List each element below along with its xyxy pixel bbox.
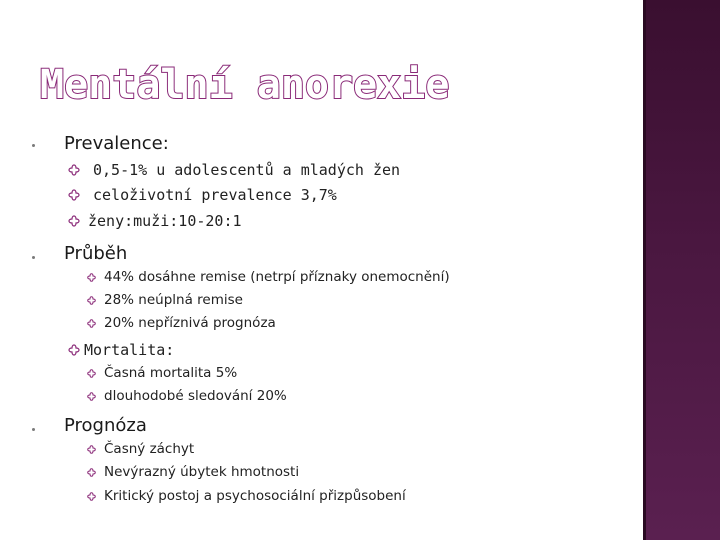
flower-bullet-icon xyxy=(68,215,80,227)
flower-bullet-icon xyxy=(68,164,80,176)
flower-bullet-icon xyxy=(87,296,96,305)
list-item: 44% dosáhne remise (netrpí příznaky onemocnění) xyxy=(87,269,450,285)
flower-bullet-icon xyxy=(87,468,96,477)
flower-bullet-icon xyxy=(87,319,96,328)
list-item: ženy:muži:10-20:1 xyxy=(68,212,242,230)
flower-bullet-icon xyxy=(87,445,96,454)
flower-bullet-icon xyxy=(87,392,96,401)
flower-bullet-icon xyxy=(68,189,80,201)
flower-bullet-icon xyxy=(87,273,96,282)
list-item: 0,5-1% u adolescentů a mladých žen xyxy=(68,161,400,179)
list-item: Nevýrazný úbytek hmotnosti xyxy=(87,464,299,480)
slide-title: Mentální anorexie xyxy=(40,62,450,108)
list-item: Časná mortalita 5% xyxy=(87,365,237,381)
list-item: 20% nepříznivá prognóza xyxy=(87,315,276,331)
section-dot xyxy=(32,144,35,147)
list-item: Kritický postoj a psychosociální přizpůsobení xyxy=(87,488,406,504)
flower-bullet-icon xyxy=(87,369,96,378)
section-dot xyxy=(32,256,35,259)
list-item: 28% neúplná remise xyxy=(87,292,243,308)
list-item-mortalita: Mortalita: xyxy=(68,341,174,359)
flower-bullet-icon xyxy=(68,344,80,356)
decorative-side-bar xyxy=(643,0,720,540)
section-heading-prognoza: Prognóza xyxy=(64,415,147,436)
list-item: celoživotní prevalence 3,7% xyxy=(68,186,337,204)
flower-bullet-icon xyxy=(87,492,96,501)
section-heading-prevalence: Prevalence: xyxy=(64,133,169,154)
section-dot xyxy=(32,428,35,431)
list-item: Časný záchyt xyxy=(87,441,194,457)
list-item: dlouhodobé sledování 20% xyxy=(87,388,287,404)
section-heading-prubeh: Průběh xyxy=(64,243,128,264)
